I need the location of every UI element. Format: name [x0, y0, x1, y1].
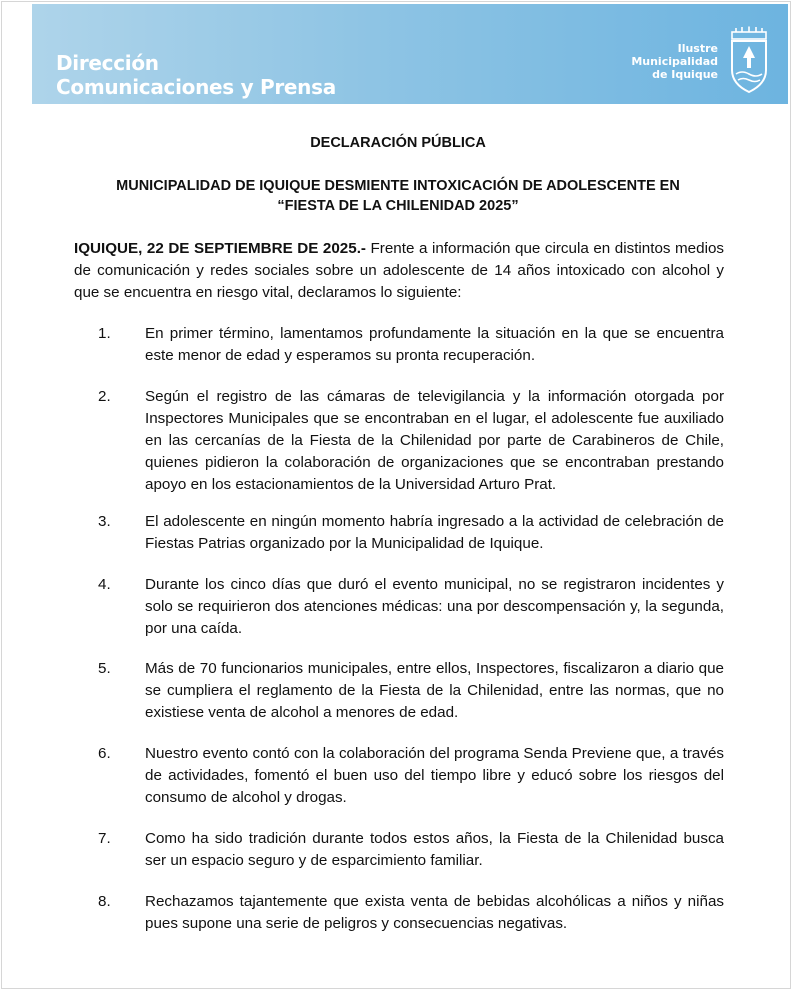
- headline: [2, 176, 792, 216]
- department-line-1: Dirección: [56, 51, 159, 75]
- declaration-title: DECLARACIÓN PÚBLICA: [310, 135, 486, 151]
- item-text: Rechazamos tajantemente que exista venta de bebidas alcohólicas a niños y niñas pues supone una serie de peligros y consecuencias negativas.: [145, 893, 724, 932]
- item-text: Nuestro evento contó con la colaboración del programa Senda Previene que, a través de actividades, fomentó el buen uso del tiempo libre y educó sobre los riesgos del consumo de alcohol y drogas.: [145, 745, 724, 806]
- dateline: IQUIQUE, 22 DE SEPTIEMBRE DE 2025.-: [74, 240, 366, 257]
- item-number: 6.: [98, 745, 111, 762]
- intro-paragraph: [74, 238, 724, 304]
- item-number: 7.: [98, 830, 111, 847]
- municipality-name: [631, 42, 718, 81]
- item-number: 8.: [98, 893, 111, 910]
- municipal-crest-icon: [728, 26, 770, 94]
- item-text: Según el registro de las cámaras de televigilancia y la información otorgada por Inspectores Municipales que se encontraban en el lugar, el adolescente fue auxiliado en las cercanías de la Fiesta de la Chilenidad por parte de Carabineros de Chile, quienes pidieron la colaboración de organizaciones que se encontraban prestando apoyo en los estacionamientos de la Universidad Arturo Prat.: [145, 388, 724, 493]
- item-number: 5.: [98, 660, 111, 677]
- municipality-line-1: Ilustre: [677, 42, 718, 55]
- intro-text: Frente a información que circula en distintos medios de comunicación y redes sociales sobre un adolescente de 14 años intoxicado con alcohol y que se encuentra en riesgo vital, declaramos lo siguiente:: [74, 240, 724, 301]
- item-number: 2.: [98, 388, 111, 405]
- item-text: El adolescente en ningún momento habría ingresado a la actividad de celebración de Fiestas Patrias organizado por la Municipalidad de Iquique.: [145, 513, 724, 552]
- item-number: 4.: [98, 576, 111, 593]
- department-line-2: Comunicaciones y Prensa: [56, 75, 336, 99]
- headline-line-2: “FIESTA DE LA CHILENIDAD 2025”: [277, 198, 519, 214]
- item-text: Más de 70 funcionarios municipales, entre ellos, Inspectores, fiscalizaron a diario que se cumpliera el reglamento de la Fiesta de la Chilenidad, entre las normas, que no existiese venta de alcohol a menores de edad.: [145, 660, 724, 721]
- header-banner: [32, 4, 788, 104]
- item-number: 1.: [98, 325, 111, 342]
- item-text: Como ha sido tradición durante todos estos años, la Fiesta de la Chilenidad busca ser un espacio seguro y de esparcimiento familiar.: [145, 830, 724, 869]
- municipality-line-2: Municipalidad: [631, 55, 718, 68]
- municipality-line-3: de Iquique: [652, 68, 718, 81]
- department-title: [56, 51, 336, 99]
- document-page: [1, 1, 791, 989]
- item-text: Durante los cinco días que duró el evento municipal, no se registraron incidentes y solo se requirieron dos atenciones médicas: una por descompensación y, la segunda, por una caída.: [145, 576, 724, 637]
- item-text: En primer término, lamentamos profundamente la situación en la que se encuentra este menor de edad y esperamos su pronta recuperación.: [145, 325, 724, 364]
- headline-line-1: MUNICIPALIDAD DE IQUIQUE DESMIENTE INTOXICACIÓN DE ADOLESCENTE EN: [116, 178, 680, 194]
- item-number: 3.: [98, 513, 111, 530]
